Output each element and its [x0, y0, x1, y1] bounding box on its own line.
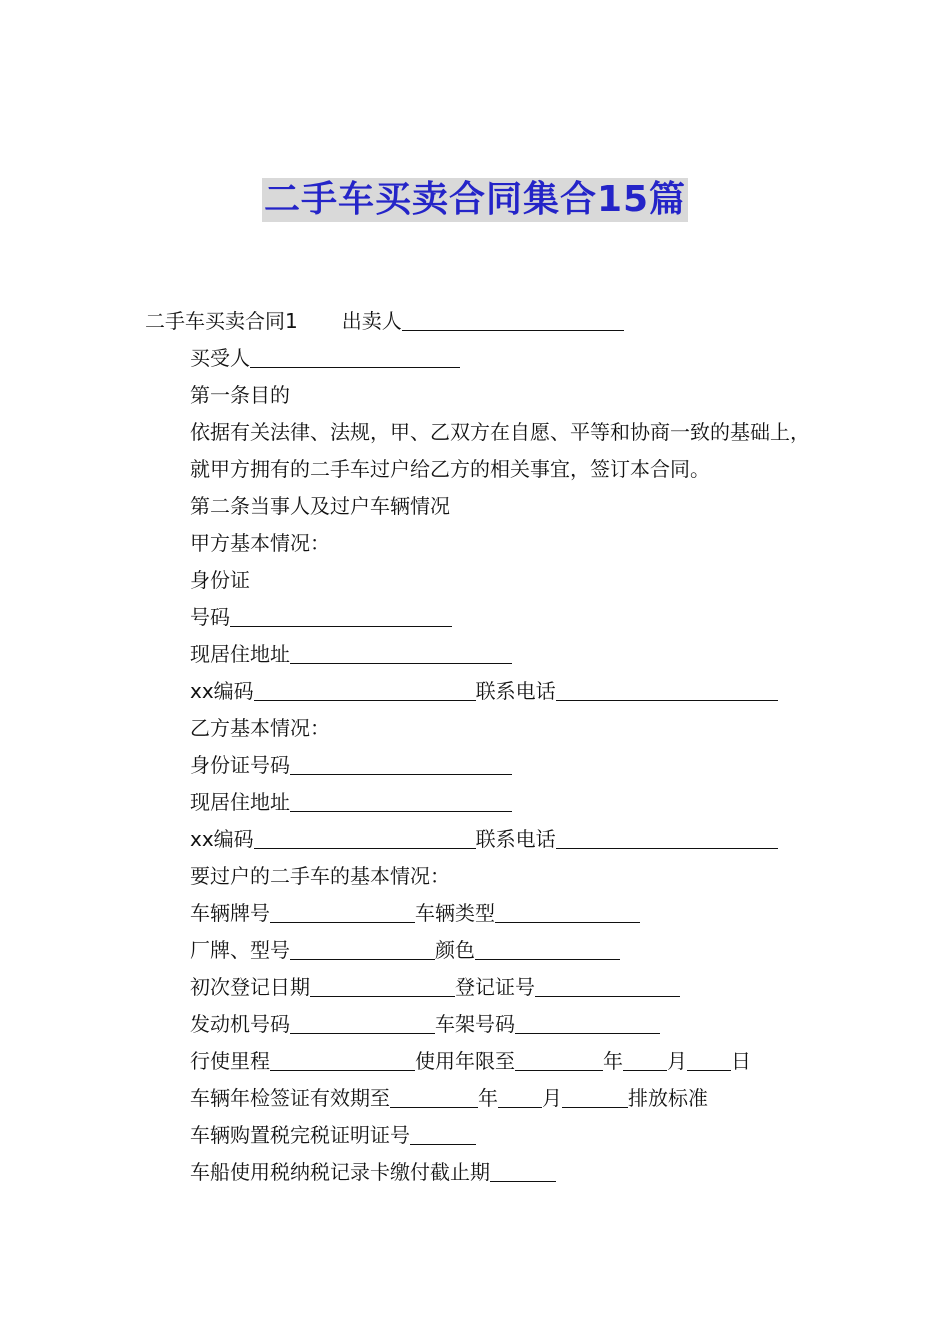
brand-blank — [290, 937, 435, 960]
inspection-month-label: 月 — [542, 1086, 562, 1110]
reg-number-label: 登记证号 — [455, 975, 535, 999]
first-reg-blank — [310, 974, 455, 997]
line-engine — [145, 1006, 825, 1043]
reg-number-blank — [535, 974, 680, 997]
color-blank — [475, 937, 620, 960]
line-postcode-b — [145, 821, 825, 858]
phone-label: 联系电话 — [475, 679, 556, 703]
line-party-a-heading: 甲方基本情况： — [190, 531, 330, 555]
mileage-label: 行使里程 — [190, 1049, 270, 1073]
line-plate — [145, 895, 825, 932]
service-life-label: 使用年限至 — [415, 1049, 515, 1073]
phone-blank — [556, 678, 778, 701]
seller-blank — [402, 308, 624, 331]
engine-label: 发动机号码 — [190, 1012, 290, 1036]
brand-label: 厂牌、型号 — [190, 938, 290, 962]
line-article-2: 第二条当事人及过户车辆情况 — [190, 494, 450, 518]
vehicle-type-label: 车辆类型 — [415, 901, 495, 925]
line-article-1: 第一条目的 — [190, 383, 290, 407]
id-b-blank — [290, 752, 512, 775]
inspection-month-blank — [498, 1085, 542, 1108]
document-title: 二手车买卖合同集合15篇 — [263, 179, 687, 220]
address-label: 现居住地址 — [190, 642, 290, 666]
line-id-card: 身份证 — [190, 568, 250, 592]
inspection-year-blank — [390, 1085, 478, 1108]
year-label: 年 — [603, 1049, 623, 1073]
paragraph-purpose: 依据有关法律、法规，甲、乙双方在自愿、平等和协商一致的基础上，就甲方拥有的二手车过户给乙方的相关事宜，签订本合同。 — [190, 420, 810, 481]
id-b-label: 身份证号码 — [190, 753, 290, 777]
vessel-tax-label: 车船使用税纳税记录卡缴付截止期 — [190, 1160, 490, 1184]
line-address-a — [145, 636, 825, 673]
seller-label: 出卖人 — [341, 309, 402, 333]
line-buyer — [145, 340, 825, 377]
phone-b-blank — [556, 826, 778, 849]
id-number-label: 号码 — [190, 605, 230, 629]
frame-label: 车架号码 — [435, 1012, 515, 1036]
month-blank — [623, 1048, 667, 1071]
emission-label: 排放标准 — [628, 1086, 708, 1110]
mileage-blank — [270, 1048, 415, 1071]
line-mileage — [145, 1043, 825, 1080]
line-vehicle-heading: 要过户的二手车的基本情况： — [190, 864, 450, 888]
postcode-label: xx编码 — [190, 679, 254, 703]
day-blank — [687, 1048, 731, 1071]
buyer-blank — [250, 345, 460, 368]
line-vessel-tax — [145, 1154, 825, 1191]
color-label: 颜色 — [435, 938, 475, 962]
day-label: 日 — [731, 1049, 751, 1073]
address-b-label: 现居住地址 — [190, 790, 290, 814]
line-id-b — [145, 747, 825, 784]
phone-b-label: 联系电话 — [475, 827, 556, 851]
line-address-b — [145, 784, 825, 821]
line-party-b-heading: 乙方基本情况： — [190, 716, 330, 740]
plate-blank — [270, 900, 415, 923]
month-label: 月 — [667, 1049, 687, 1073]
address-b-blank — [290, 789, 512, 812]
postcode-blank — [254, 678, 476, 701]
line-registration — [145, 969, 825, 1006]
postcode-b-label: xx编码 — [190, 827, 254, 851]
buyer-label: 买受人 — [190, 346, 250, 370]
purchase-tax-label: 车辆购置税完税证明证号 — [190, 1123, 410, 1147]
line-inspection — [145, 1080, 825, 1117]
frame-blank — [515, 1011, 660, 1034]
line-id-number — [145, 599, 825, 636]
inspection-extra-blank — [562, 1085, 628, 1108]
title-wrap — [0, 178, 950, 222]
address-blank — [290, 641, 512, 664]
contract-number-label: 二手车买卖合同1 — [145, 309, 298, 333]
first-reg-label: 初次登记日期 — [190, 975, 310, 999]
plate-label: 车辆牌号 — [190, 901, 270, 925]
vehicle-type-blank — [495, 900, 640, 923]
year-blank — [515, 1048, 603, 1071]
engine-blank — [290, 1011, 435, 1034]
line-contract-heading — [145, 303, 825, 340]
line-brand — [145, 932, 825, 969]
purchase-tax-blank — [410, 1122, 476, 1145]
line-postcode-a — [145, 673, 825, 710]
line-purchase-tax — [145, 1117, 825, 1154]
vessel-tax-blank — [490, 1159, 556, 1182]
id-number-blank — [230, 604, 452, 627]
postcode-b-blank — [254, 826, 476, 849]
inspection-label: 车辆年检签证有效期至 — [190, 1086, 390, 1110]
document-body — [145, 303, 825, 1191]
inspection-year-label: 年 — [478, 1086, 498, 1110]
